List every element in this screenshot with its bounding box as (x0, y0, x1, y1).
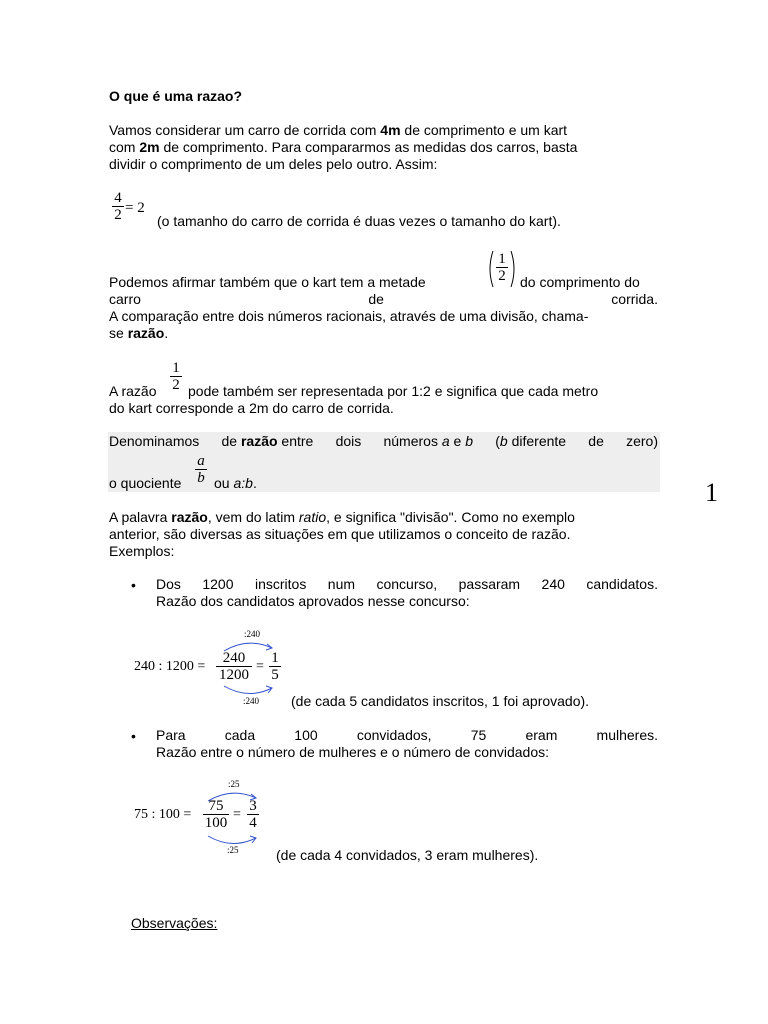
half-line-2 (109, 291, 658, 308)
word: 75 (470, 727, 487, 743)
text: de comprimento e um kart (400, 122, 568, 138)
fraction-denominator: 5 (271, 667, 279, 683)
fraction-denominator: b (197, 470, 205, 486)
fraction-numerator: 75 (208, 798, 224, 814)
word-italic: a (441, 433, 450, 449)
equation-left-2: 75 : 100 = (134, 807, 192, 822)
word: corrida. (611, 291, 658, 307)
text: ou (214, 475, 230, 491)
ratio-line-2: do kart corresponde a 2m do carro de corrida. (109, 400, 394, 416)
word: ( (495, 433, 500, 449)
half-line-4 (109, 325, 658, 342)
word: eram (525, 727, 558, 743)
definition-line-1 (109, 433, 658, 450)
text: com (109, 139, 140, 155)
text: A palavra (109, 509, 172, 525)
word: dois (335, 433, 362, 449)
text-bold: 4m (380, 122, 401, 138)
intro-line-1 (109, 122, 658, 139)
fraction-1-over-2 (495, 251, 509, 284)
bullet-2-marker: • (131, 728, 136, 744)
text: se (109, 325, 128, 341)
word: passaram (458, 576, 521, 592)
word: Dos (156, 576, 181, 592)
bullet-1-line-2: Razão dos candidatos aprovados nesse concurso: (156, 593, 470, 609)
arrow-label-top-2: :25 (228, 779, 240, 789)
text-underline: Observações: (131, 915, 218, 931)
half-line-1b: do comprimento do (520, 274, 640, 290)
origin-line-2: anterior, são diversas as situações em que utilizamos o conceito de razão. (109, 526, 571, 542)
fraction-3-over-4 (246, 798, 260, 831)
bullet-2-line-1 (156, 727, 658, 744)
text: de comprimento. Para compararmos as medidas dos carros, basta (159, 139, 578, 155)
bullet-1-caption: (de cada 5 candidatos inscritos, 1 foi aprovado). (291, 693, 590, 709)
bullet-1-line-1 (156, 576, 658, 593)
half-line-1a: Podemos afirmar também que o kart tem a metade (109, 274, 426, 290)
word: 240 (541, 576, 565, 592)
parenthesis-right (510, 250, 518, 288)
fraction-denominator: 2 (114, 207, 122, 223)
fraction-denominator: 1200 (219, 667, 249, 683)
fraction-numerator: 1 (172, 360, 180, 376)
ratio-line-1a: A razão (109, 383, 157, 399)
word: inscritos (254, 576, 307, 592)
word: mulheres. (596, 727, 658, 743)
fraction-numerator: 1 (498, 251, 506, 267)
half-line-3: A comparação entre dois números racionais, através de uma divisão, chama- (109, 308, 589, 324)
fraction-denominator: 100 (204, 815, 228, 831)
fraction-denominator: 4 (249, 815, 257, 831)
text-bold: razão (127, 325, 165, 341)
fraction-numerator: 1 (271, 650, 279, 666)
fraction-numerator: 4 (114, 190, 122, 206)
fraction-numerator: 3 (249, 798, 257, 814)
word: cada (224, 727, 256, 743)
text-italic: a:b (233, 475, 253, 491)
fraction-1-over-2-b (169, 360, 183, 393)
arrow-label-bottom-2: :25 (227, 845, 239, 855)
definition-line-2a: o quociente (109, 475, 182, 491)
origin-line-3: Exemplos: (109, 543, 175, 559)
word: num (327, 576, 356, 592)
word: diferente (511, 433, 567, 449)
arrow-label-bottom: :240 (243, 696, 260, 706)
text: , e significa "divisão". Como no exemplo (326, 509, 575, 525)
word: 100 (294, 727, 318, 743)
bullet-2-caption: (de cada 4 convidados, 3 eram mulheres). (276, 847, 539, 863)
word: Denominamos (109, 433, 200, 449)
word-bold: razão (240, 433, 278, 449)
definition-line-2b (214, 475, 257, 491)
page-title: O que é uma razao? (109, 88, 243, 104)
intro-line-3: dividir o comprimento de um deles pelo outro. Assim: (109, 156, 438, 172)
equation-result: = 2 (125, 200, 145, 216)
text: . (252, 475, 257, 491)
fraction-denominator: 2 (498, 268, 506, 284)
text: . (164, 325, 169, 341)
arrow-label-top: :240 (244, 629, 261, 639)
word: concurso, (376, 576, 438, 592)
fraction-75-over-100 (202, 798, 230, 831)
word-italic: b (499, 433, 508, 449)
word: e (453, 433, 462, 449)
word: entre (281, 433, 314, 449)
text: Vamos considerar um carro de corrida com (109, 122, 381, 138)
ratio-line-1b: pode também ser representada por 1:2 e significa que cada metro (188, 383, 599, 399)
text-italic: ratio (298, 509, 327, 525)
word: de (368, 291, 384, 307)
word: Para (156, 727, 186, 743)
fraction-numerator: 240 (222, 650, 246, 666)
equation-left: 240 : 1200 = (134, 659, 206, 674)
bullet-1-marker: • (131, 577, 136, 593)
text-bold: 2m (139, 139, 160, 155)
text-bold: razão (171, 509, 208, 525)
word: números (383, 433, 438, 449)
page-number: 1 (705, 478, 718, 507)
bullet-2-line-2: Razão entre o número de mulheres e o número de convidados: (156, 744, 550, 760)
origin-line-1 (109, 509, 658, 526)
text: , vem do latim (207, 509, 299, 525)
intro-line-2 (109, 139, 658, 156)
example1-caption: (o tamanho do carro de corrida é duas vezes o tamanho do kart). (157, 213, 561, 229)
word: de (221, 433, 238, 449)
word: zero) (626, 433, 658, 449)
fraction-4-over-2 (111, 190, 125, 223)
word: de (588, 433, 604, 449)
word: candidatos. (586, 576, 658, 592)
fraction-a-over-b (194, 453, 208, 486)
fraction-1-over-5 (268, 650, 282, 683)
fraction-240-over-1200 (215, 650, 253, 683)
fraction-numerator: a (197, 453, 205, 469)
equation-equals-2: = (233, 807, 241, 822)
word: convidados, (356, 727, 432, 743)
parenthesis-left (486, 250, 494, 288)
observations-heading (131, 915, 217, 931)
equation-equals: = (256, 659, 264, 674)
word: 1200 (202, 576, 234, 592)
word-italic: b (465, 433, 473, 449)
fraction-denominator: 2 (172, 377, 180, 393)
word: carro (109, 291, 141, 307)
